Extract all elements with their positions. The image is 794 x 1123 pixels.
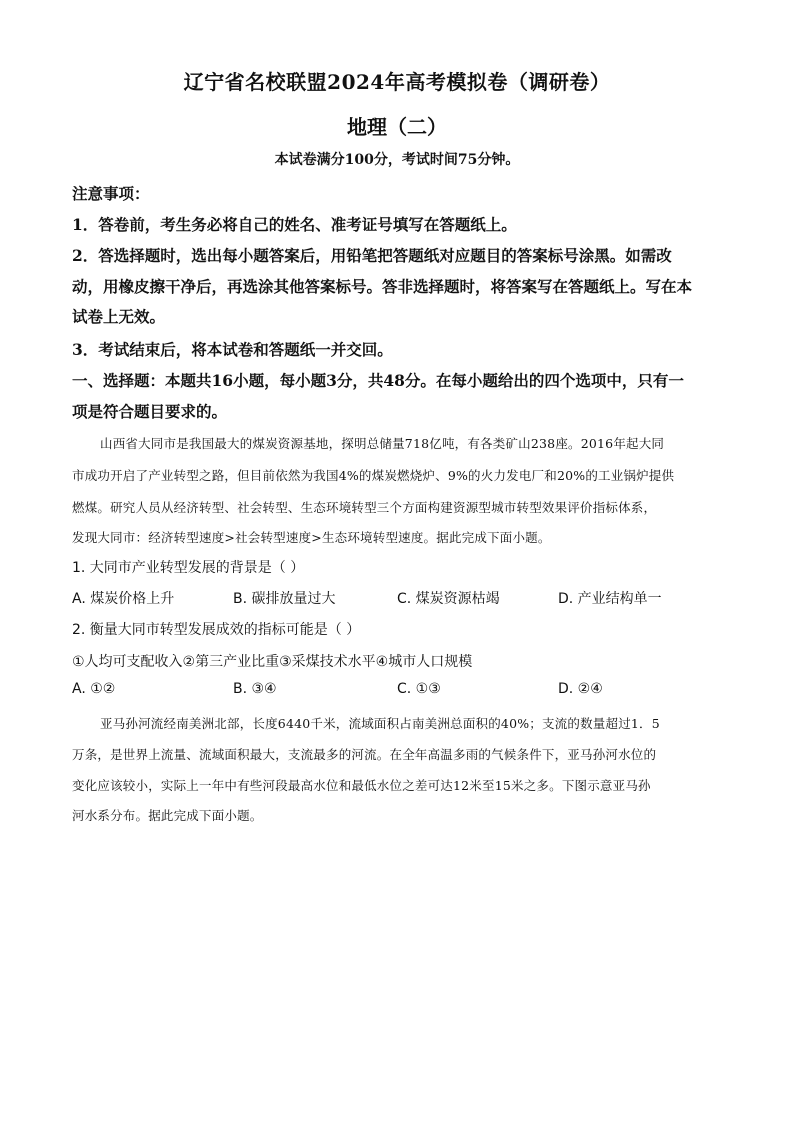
question-1-stem: 1. 大同市产业转型发展的背景是（ ） xyxy=(72,560,305,576)
question-2-items: ①人均可支配收入②第三产业比重③采煤技术水平④城市人口规模 xyxy=(72,654,473,670)
question-1-option-a: A. 煤炭价格上升 xyxy=(72,591,175,607)
passage-1-line-2: 市成功开启了产业转型之路，但目前依然为我国4%的煤炭燃烧炉、9%的火力发电厂和20%的工业锅炉提供 xyxy=(72,468,675,483)
question-2-option-d: D. ②④ xyxy=(558,681,603,697)
question-2-option-a: A. ①② xyxy=(72,681,116,697)
passage-2-line-3: 变化应该较小，实际上一年中有些河段最高水位和最低水位之差可达12米至15米之多。下图示意亚马孙 xyxy=(72,778,651,793)
question-2-stem: 2. 衡量大同市转型发展成效的指标可能是（ ） xyxy=(72,622,361,638)
question-2-option-c: C. ①③ xyxy=(397,681,441,697)
question-1-option-d: D. 产业结构单一 xyxy=(558,591,662,607)
notice-item-2-line-3: 试卷上无效。 xyxy=(72,307,166,326)
section-heading-line-2: 项是符合题目要求的。 xyxy=(72,402,228,421)
exam-info: 本试卷满分100分，考试时间75分钟。 xyxy=(274,152,520,168)
question-1-option-b: B. 碳排放量过大 xyxy=(233,591,336,607)
subject-title: 地理（二） xyxy=(347,115,447,139)
passage-1-line-3: 燃煤。研究人员从经济转型、社会转型、生态环境转型三个方面构建资源型城市转型效果评价指标体系， xyxy=(72,500,657,515)
question-2-option-b: B. ③④ xyxy=(233,681,277,697)
question-1-option-c: C. 煤炭资源枯竭 xyxy=(397,591,500,607)
notice-heading: 注意事项： xyxy=(72,184,150,203)
notice-item-2-line-2: 动，用橡皮擦干净后，再选涂其他答案标号。答非选择题时，将答案写在答题纸上。写在本 xyxy=(72,277,693,296)
passage-1-line-1: 山西省大同市是我国最大的煤炭资源基地，探明总储量718亿吨，有各类矿山238座。2016年起大同 xyxy=(100,436,665,451)
passage-2-line-1: 亚马孙河流经南美洲北部，长度6440千米，流域面积占南美洲总面积的40%；支流的数量超过1．5 xyxy=(100,716,660,731)
notice-item-2-line-1: 2．答选择题时，选出每小题答案后，用铅笔把答题纸对应题目的答案标号涂黑。如需改 xyxy=(72,246,672,265)
passage-1-line-4: 发现大同市：经济转型速度>社会转型速度>生态环境转型速度。据此完成下面小题。 xyxy=(72,530,551,545)
notice-item-1: 1．答卷前，考生务必将自己的姓名、准考证号填写在答题纸上。 xyxy=(72,215,517,234)
section-heading-line-1: 一、选择题：本题共16小题，每小题3分，共48分。在每小题给出的四个选项中，只有一 xyxy=(72,371,684,390)
exam-title: 辽宁省名校联盟2024年高考模拟卷（调研卷） xyxy=(183,70,611,94)
notice-item-3: 3．考试结束后，将本试卷和答题纸一并交回。 xyxy=(72,340,393,359)
passage-2-line-2: 万条，是世界上流量、流域面积最大，支流最多的河流。在全年高温多雨的气候条件下，亚马孙河水位的 xyxy=(72,747,657,762)
passage-2-line-4: 河水系分布。据此完成下面小题。 xyxy=(72,808,263,823)
